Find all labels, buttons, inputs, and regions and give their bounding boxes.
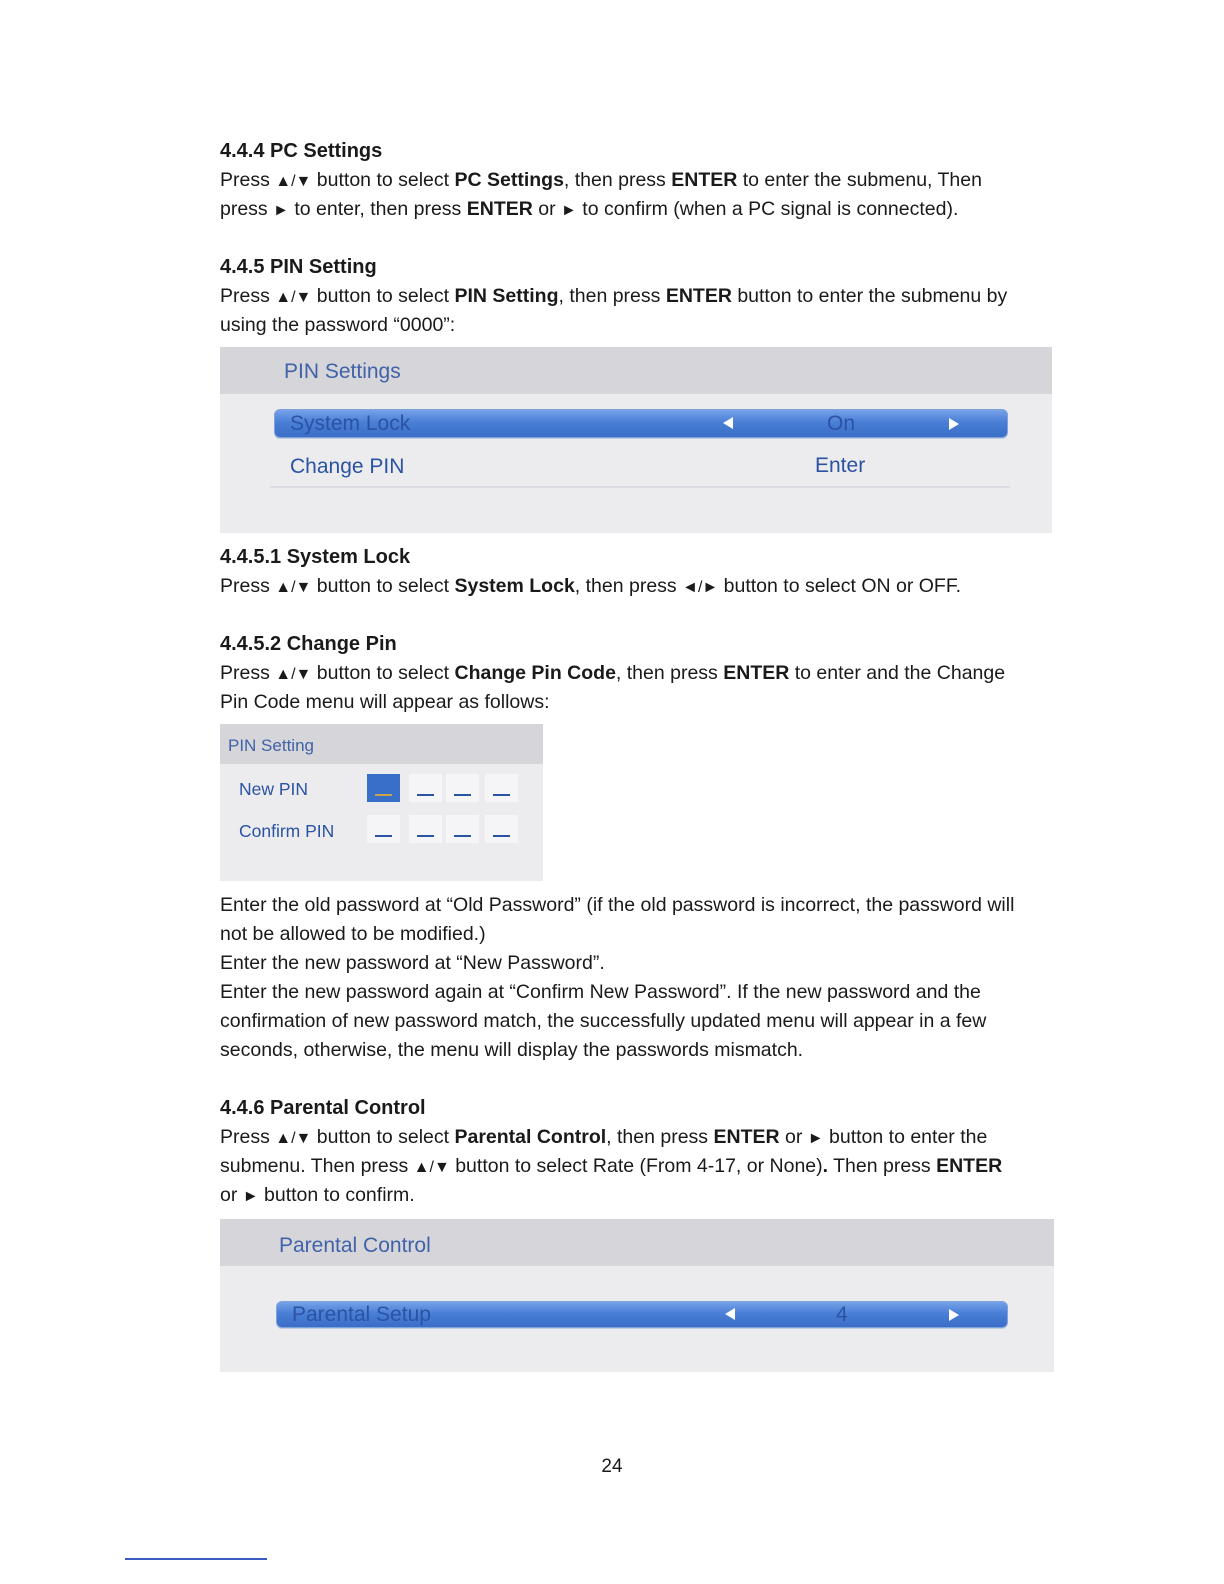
pin-digit-dash bbox=[375, 794, 392, 796]
pin-digit-dash bbox=[493, 794, 510, 796]
pin-digit-dash bbox=[493, 835, 510, 837]
parental-setup-value: 4 bbox=[836, 1303, 848, 1326]
left-arrow-icon[interactable] bbox=[723, 417, 733, 429]
pin-digit-dash bbox=[454, 835, 471, 837]
parental-setup-label: Parental Setup bbox=[292, 1303, 431, 1326]
pin-digit-dash bbox=[417, 835, 434, 837]
confirm-pin-digit-1[interactable] bbox=[367, 815, 400, 843]
parental-setup-row[interactable] bbox=[276, 1301, 1008, 1328]
pin-settings-title: PIN Settings bbox=[284, 360, 401, 383]
pin-digit-dash bbox=[375, 835, 392, 837]
password-text-line-2: not be allowed to be modified.) bbox=[220, 923, 486, 945]
pin-digit-dash bbox=[454, 794, 471, 796]
heading-system-lock: 4.4.5.1 System Lock bbox=[220, 546, 411, 568]
change-pin-label[interactable]: Change PIN bbox=[290, 455, 405, 478]
pc-settings-line-1: Press ▲/▼ button to select PC Settings, then press ENTER to enter the submenu, Then bbox=[220, 169, 982, 191]
system-lock-row[interactable] bbox=[274, 409, 1008, 438]
password-text-line-5: confirmation of new password match, the successfully updated menu will appear in a few bbox=[220, 1010, 987, 1032]
new-pin-digit-3[interactable] bbox=[446, 774, 479, 802]
right-arrow-icon[interactable] bbox=[949, 418, 959, 430]
password-text-line-3: Enter the new password at “New Password”. bbox=[220, 952, 605, 974]
system-lock-value: On bbox=[827, 412, 856, 435]
pin-digit-dash bbox=[417, 794, 434, 796]
parental-line-2: submenu. Then press ▲/▼ button to select Rate (From 4-17, or None). Then press ENTER bbox=[220, 1155, 1003, 1177]
new-pin-label: New PIN bbox=[239, 779, 309, 799]
password-text-line-6: seconds, otherwise, the menu will display the passwords mismatch. bbox=[220, 1039, 804, 1061]
change-pin-line-1: Press ▲/▼ button to select Change Pin Code, then press ENTER to enter and the Change bbox=[220, 662, 1006, 684]
parental-line-1: Press ▲/▼ button to select Parental Control, then press ENTER or ► button to enter the bbox=[220, 1126, 988, 1148]
parental-control-menu bbox=[220, 1219, 1054, 1372]
password-text-line-4: Enter the new password again at “Confirm New Password”. If the new password and the bbox=[220, 981, 981, 1003]
new-pin-digit-2[interactable] bbox=[409, 774, 442, 802]
new-pin-digit-1[interactable] bbox=[367, 774, 400, 802]
page-number: 24 bbox=[601, 1456, 623, 1477]
pin-setting-line-1: Press ▲/▼ button to select PIN Setting, then press ENTER button to enter the submenu by bbox=[220, 285, 1008, 307]
parental-control-title: Parental Control bbox=[279, 1234, 431, 1257]
confirm-pin-label: Confirm PIN bbox=[239, 821, 335, 841]
heading-change-pin: 4.4.5.2 Change Pin bbox=[220, 633, 397, 655]
password-text-line-1: Enter the old password at “Old Password” (if the old password is incorrect, the password will bbox=[220, 894, 1015, 916]
pin-setting-menu bbox=[220, 724, 543, 881]
confirm-pin-digit-2[interactable] bbox=[409, 815, 442, 843]
left-arrow-icon[interactable] bbox=[725, 1308, 735, 1320]
change-pin-value[interactable]: Enter bbox=[815, 454, 866, 477]
new-pin-digit-4[interactable] bbox=[485, 774, 518, 802]
confirm-pin-digit-4[interactable] bbox=[485, 815, 518, 843]
change-pin-line-2: Pin Code menu will appear as follows: bbox=[220, 691, 550, 713]
heading-parental-control: 4.4.6 Parental Control bbox=[220, 1097, 426, 1119]
heading-pc-settings: 4.4.4 PC Settings bbox=[220, 140, 383, 162]
right-arrow-icon[interactable] bbox=[949, 1309, 959, 1321]
pin-setting-title: PIN Setting bbox=[228, 736, 314, 755]
system-lock-label: System Lock bbox=[290, 412, 411, 435]
parental-line-3: or ► button to confirm. bbox=[220, 1184, 415, 1206]
system-lock-line-1: Press ▲/▼ button to select System Lock, then press ◄/► button to select ON or OFF. bbox=[220, 575, 961, 597]
pc-settings-line-2: press ► to enter, then press ENTER or ► to confirm (when a PC signal is connected). bbox=[220, 198, 959, 220]
pin-settings-menu bbox=[220, 347, 1052, 533]
row-divider bbox=[270, 486, 1010, 488]
heading-pin-setting: 4.4.5 PIN Setting bbox=[220, 256, 377, 278]
pin-setting-line-2: using the password “0000”: bbox=[220, 314, 456, 336]
footer-rule bbox=[125, 1558, 267, 1560]
confirm-pin-digit-3[interactable] bbox=[446, 815, 479, 843]
